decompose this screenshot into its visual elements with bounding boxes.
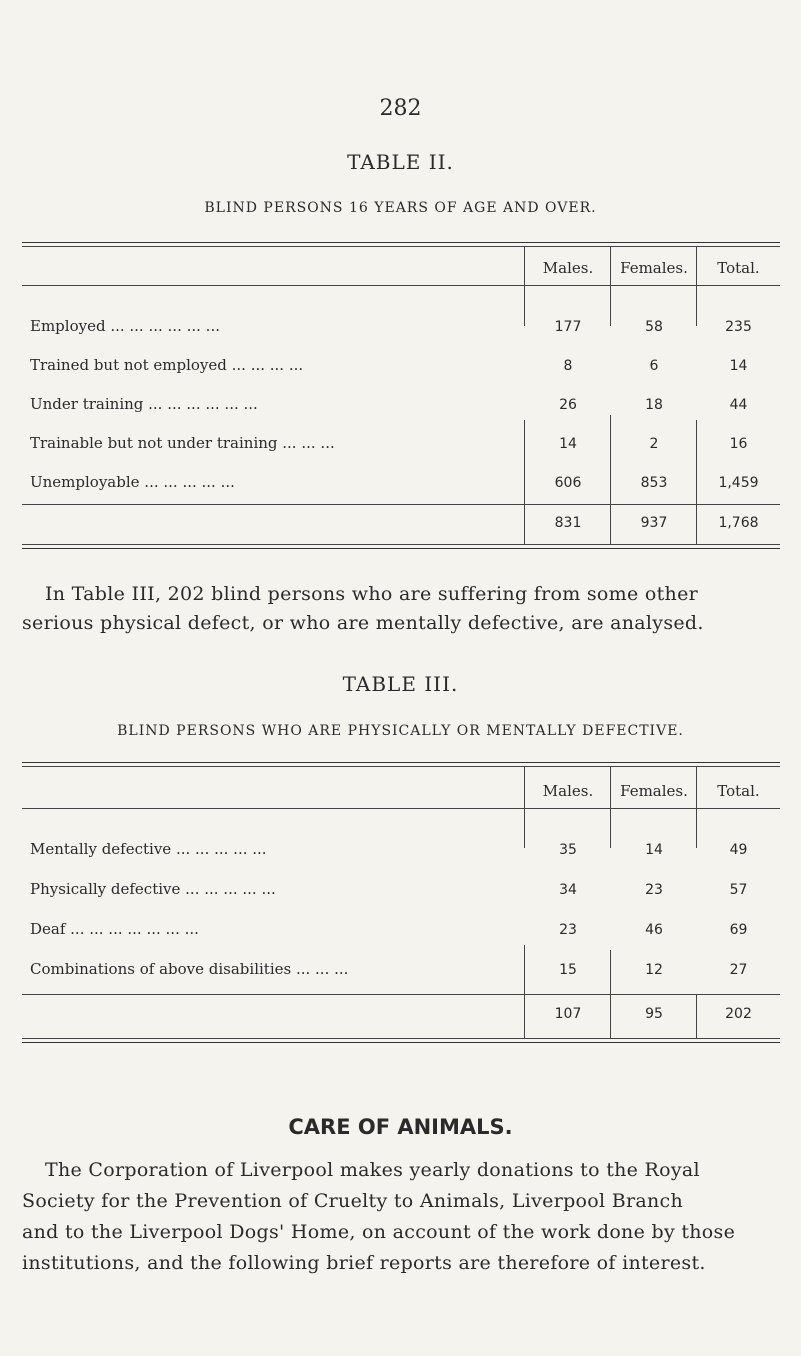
table-3-divider — [524, 766, 525, 848]
table-2-cell: 14 — [559, 436, 577, 452]
table-2-cell: 16 — [729, 436, 748, 452]
table-2-bottom-rule-inner — [22, 544, 780, 545]
table-3-row-label: Mentally defective ... ... ... ... ... — [30, 840, 267, 858]
table-2-total-cell: 831 — [554, 515, 582, 531]
table-3-col-females: Females. — [620, 782, 688, 800]
table-3-cell: 57 — [729, 882, 748, 898]
table-3-top-rule-inner — [22, 766, 780, 767]
table-2-cell: 18 — [645, 397, 663, 413]
table-3-cell: 35 — [559, 842, 577, 858]
page-number: 282 — [379, 96, 422, 121]
table-3-title: TABLE III. — [342, 672, 459, 696]
animals-line-4: institutions, and the following brief reports are therefore of interest. — [22, 1252, 706, 1274]
table-2-cell: 606 — [554, 475, 582, 491]
table-3-cell: 34 — [559, 882, 577, 898]
table-3-row-label: Deaf ... ... ... ... ... ... ... — [30, 920, 199, 938]
table-2-title: TABLE II. — [347, 150, 454, 174]
table-3-totals-rule — [22, 994, 780, 995]
table-3-cell: 23 — [559, 922, 577, 938]
table-2-row-label: Unemployable ... ... ... ... ... — [30, 473, 235, 491]
table-3-divider — [610, 766, 611, 848]
table-2-subtitle: BLIND PERSONS 16 YEARS OF AGE AND OVER. — [204, 200, 597, 216]
table-3-divider — [696, 994, 697, 1038]
table-2-total-cell: 1,768 — [718, 515, 759, 531]
table-2-col-males: Males. — [542, 259, 594, 277]
table-2-cell: 853 — [640, 475, 668, 491]
table-3-subtitle: BLIND PERSONS WHO ARE PHYSICALLY OR MENTALLY DEFECTIVE. — [117, 723, 684, 739]
table-3-cell: 15 — [559, 962, 577, 978]
intro-line-1: In Table III, 202 blind persons who are suffering from some other — [45, 583, 698, 605]
table-3-cell: 49 — [729, 842, 748, 858]
table-2-row-label: Trained but not employed ... ... ... ... — [30, 356, 304, 374]
table-2-cell: 8 — [563, 358, 573, 374]
table-2-divider — [610, 246, 611, 326]
table-2-row-label: Under training ... ... ... ... ... ... — [30, 395, 258, 413]
table-3-divider — [524, 945, 525, 995]
table-3-bottom-rule — [22, 1042, 780, 1043]
table-3-cell: 12 — [645, 962, 663, 978]
section-heading-care-of-animals: CARE OF ANIMALS. — [288, 1115, 513, 1139]
table-3-header-rule — [22, 808, 780, 809]
table-2-cell: 6 — [649, 358, 659, 374]
table-2-cell: 58 — [645, 319, 663, 335]
table-2-cell: 44 — [729, 397, 748, 413]
table-2-cell: 26 — [559, 397, 577, 413]
table-2-cell: 177 — [554, 319, 582, 335]
table-2-cell: 1,459 — [718, 475, 759, 491]
table-3-cell: 46 — [645, 922, 663, 938]
table-3-row-label: Physically defective ... ... ... ... ... — [30, 880, 276, 898]
table-3-col-total: Total. — [717, 782, 760, 800]
table-2-cell: 14 — [729, 358, 748, 374]
table-3-cell: 27 — [729, 962, 748, 978]
animals-line-2: Society for the Prevention of Cruelty to Animals, Liverpool Branch — [22, 1190, 684, 1212]
table-2-cell: 2 — [649, 436, 659, 452]
table-2-cell: 235 — [725, 319, 752, 335]
table-3-total-cell: 107 — [554, 1006, 582, 1022]
table-3-divider — [524, 994, 525, 1038]
table-2-divider — [524, 504, 525, 544]
animals-line-1: The Corporation of Liverpool makes yearly donations to the Royal — [45, 1159, 700, 1181]
table-3-total-cell: 95 — [645, 1006, 663, 1022]
table-2-row-label: Trainable but not under training ... ... ... — [30, 434, 335, 452]
table-2-divider — [610, 504, 611, 544]
table-3-divider — [610, 950, 611, 995]
table-2-top-rule — [22, 242, 780, 243]
table-3-cell: 14 — [645, 842, 663, 858]
table-3-total-cell: 202 — [725, 1006, 752, 1022]
intro-line-2: serious physical defect, or who are mentally defective, are analysed. — [22, 612, 704, 634]
table-3-top-rule — [22, 762, 780, 763]
table-2-divider — [524, 246, 525, 326]
table-2-divider — [696, 504, 697, 544]
table-2-col-total: Total. — [717, 259, 760, 277]
table-3-cell: 23 — [645, 882, 663, 898]
table-2-top-rule-inner — [22, 246, 780, 247]
table-3-cell: 69 — [729, 922, 748, 938]
table-2-row-label: Employed ... ... ... ... ... ... — [30, 317, 220, 335]
table-3-divider — [610, 994, 611, 1038]
table-3-bottom-rule-inner — [22, 1038, 780, 1039]
table-2-total-cell: 937 — [640, 515, 668, 531]
table-2-col-females: Females. — [620, 259, 688, 277]
table-2-totals-rule — [22, 504, 780, 505]
table-2-bottom-rule — [22, 548, 780, 549]
table-2-header-rule — [22, 285, 780, 286]
table-2-divider — [696, 246, 697, 326]
table-3-divider — [696, 766, 697, 848]
table-3-row-label: Combinations of above disabilities ... ... ... — [30, 960, 349, 978]
table-3-col-males: Males. — [542, 782, 594, 800]
animals-line-3: and to the Liverpool Dogs' Home, on account of the work done by those — [22, 1221, 736, 1243]
